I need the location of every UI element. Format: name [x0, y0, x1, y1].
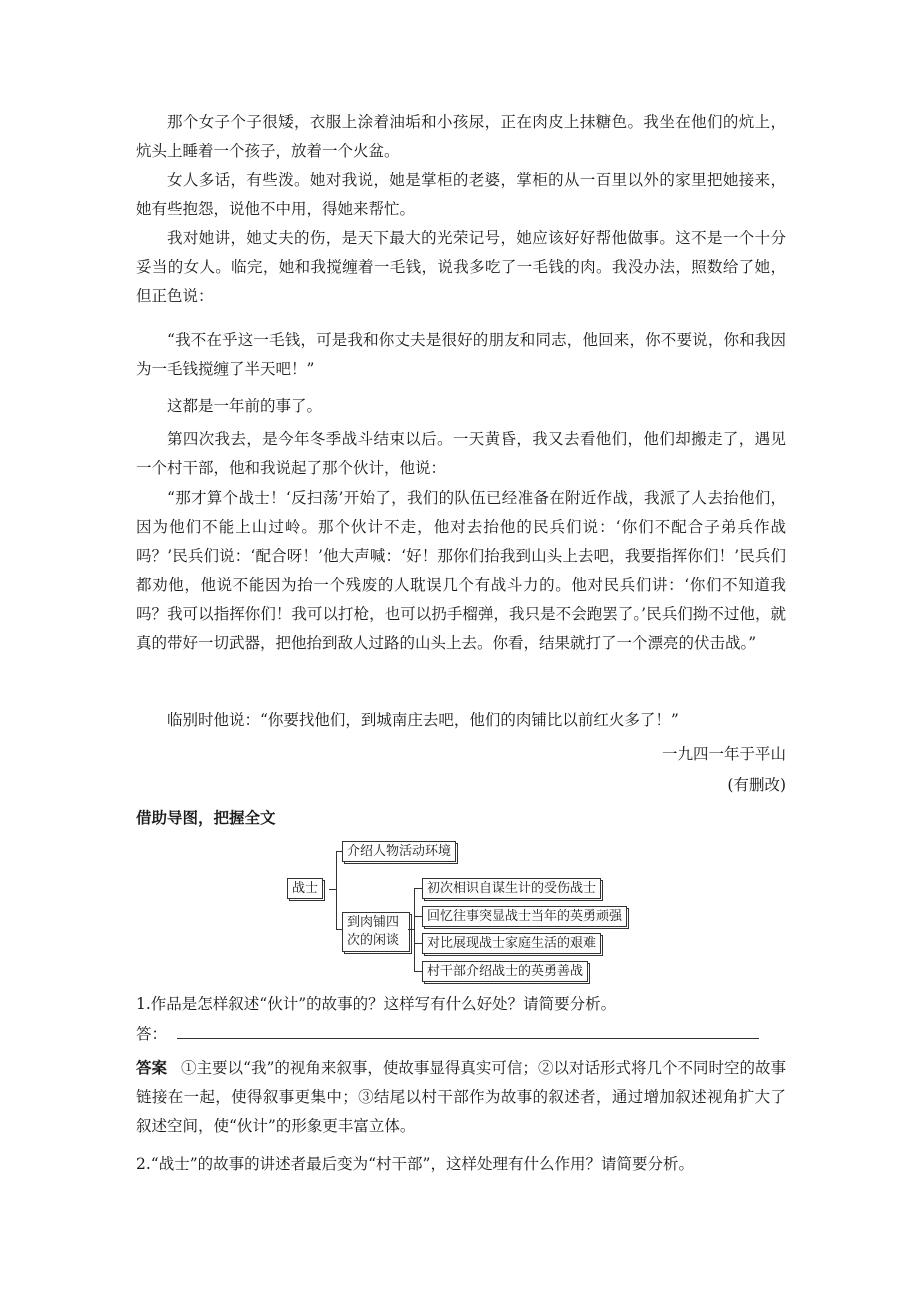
answer-label: 答案	[136, 1059, 168, 1077]
mindmap-heading: 借助导图，把握全文	[136, 809, 276, 827]
mindmap-root: 战士	[287, 878, 323, 899]
question-2: 2.“战士”的故事的讲述者最后变为“村干部”，这样处理有什么作用？请简要分析。	[136, 1155, 694, 1173]
answer-blank-row	[136, 1020, 786, 1049]
paragraph-3: 我对她讲，她丈夫的伤，是天下最大的光荣记号，她应该好好帮他做事。这不是一个十分妥当的女人。临完，她和我搅缠着一毛钱，说我多吃了一毛钱的肉。我没办法，照数给了她，但正色说：	[136, 229, 786, 305]
dateline: 一九四一年于平山	[661, 745, 786, 763]
answer-text: ①主要以“我”的视角来叙事，使故事显得真实可信；②以对话形式将几个不同时空的故事链接在一起，使得叙事更集中；③结尾以村干部作为故事的叙述者，通过增加叙述视角扩大了叙述空间，使“伙计”的形象更丰富立体。	[136, 1059, 786, 1135]
answer-block	[136, 1054, 786, 1141]
paragraph-8: 临别时他说：“你要找他们，到城南庄去吧，他们的肉铺比以前红火多了！”	[167, 711, 679, 729]
connector	[414, 888, 415, 971]
connector	[414, 916, 422, 917]
paragraph-1: 那个女子个子很矮，衣服上涂着油垢和小孩尿，正在肉皮上抹糖色。我坐在他们的炕上，炕头上睡着一个孩子，放着一个火盆。	[136, 113, 786, 160]
mindmap-branch-environment: 介绍人物活动环境	[342, 841, 456, 862]
question-1: 1.作品是怎样叙述“伙计”的故事的？这样写有什么好处？请简要分析。	[136, 995, 617, 1013]
paragraph-2: 女人多话，有些泼。她对我说，她是掌柜的老婆，掌柜的从一百里以外的家里把她接来，她有些抱怨，说他不中用，得她来帮忙。	[136, 171, 786, 218]
connector	[414, 943, 422, 944]
connector	[414, 888, 422, 889]
paragraph-7: “那才算个战士！‘反扫荡’开始了，我们的队伍已经准备在附近作战，我派了人去抬他们，因为他们不能上山过岭。那个伙计不走，他对去抬他的民兵们说：‘你们不配合子弟兵作战吗？’民兵们说：‘配合呀！’他大声喊：‘好！那你们抬我到山头上去吧，我要指挥你们！’民兵们都劝他，他说不能因为抬一个残废的人耽误几个有战斗力的。他对民兵们讲：‘你们不知道我吗？我可以指挥你们！我可以打枪，也可以扔手榴弹，我只是不会跑罢了。’民兵们拗不过他，就真的带好一切武器，把他抬到敌人过路的山头上去。你看，结果就打了一个漂亮的伏击战。”	[136, 489, 786, 652]
mindmap-sub-3: 对比展现战士家庭生活的艰难	[422, 933, 601, 954]
mindmap-sub-4: 村干部介绍战士的英勇善战	[422, 961, 588, 982]
paragraph-4: “我不在乎这一毛钱，可是我和你丈夫是很好的朋友和同志，他回来，你不要说，你和我因为一毛钱搅缠了半天吧！”	[136, 331, 786, 378]
mindmap-sub-1: 初次相识自谋生计的受伤战士	[422, 878, 601, 899]
answer-input-line[interactable]	[177, 1022, 759, 1039]
paragraph-6: 第四次我去，是今年冬季战斗结束以后。一天黄昏，我又去看他们，他们却搬走了，遇见一个村干部，他和我说起了那个伙计，他说：	[136, 430, 786, 477]
connector	[329, 889, 336, 890]
connector	[414, 971, 422, 972]
edit-note: (有删改)	[727, 776, 786, 794]
connector	[336, 851, 337, 929]
answer-prompt: 答：	[136, 1025, 168, 1043]
paragraph-5: 这都是一年前的事了。	[167, 397, 323, 415]
mindmap-branch-chats: 到肉铺四次的闲谈	[342, 912, 410, 952]
mindmap-sub-2: 回忆往事突显战士当年的英勇顽强	[422, 906, 627, 927]
